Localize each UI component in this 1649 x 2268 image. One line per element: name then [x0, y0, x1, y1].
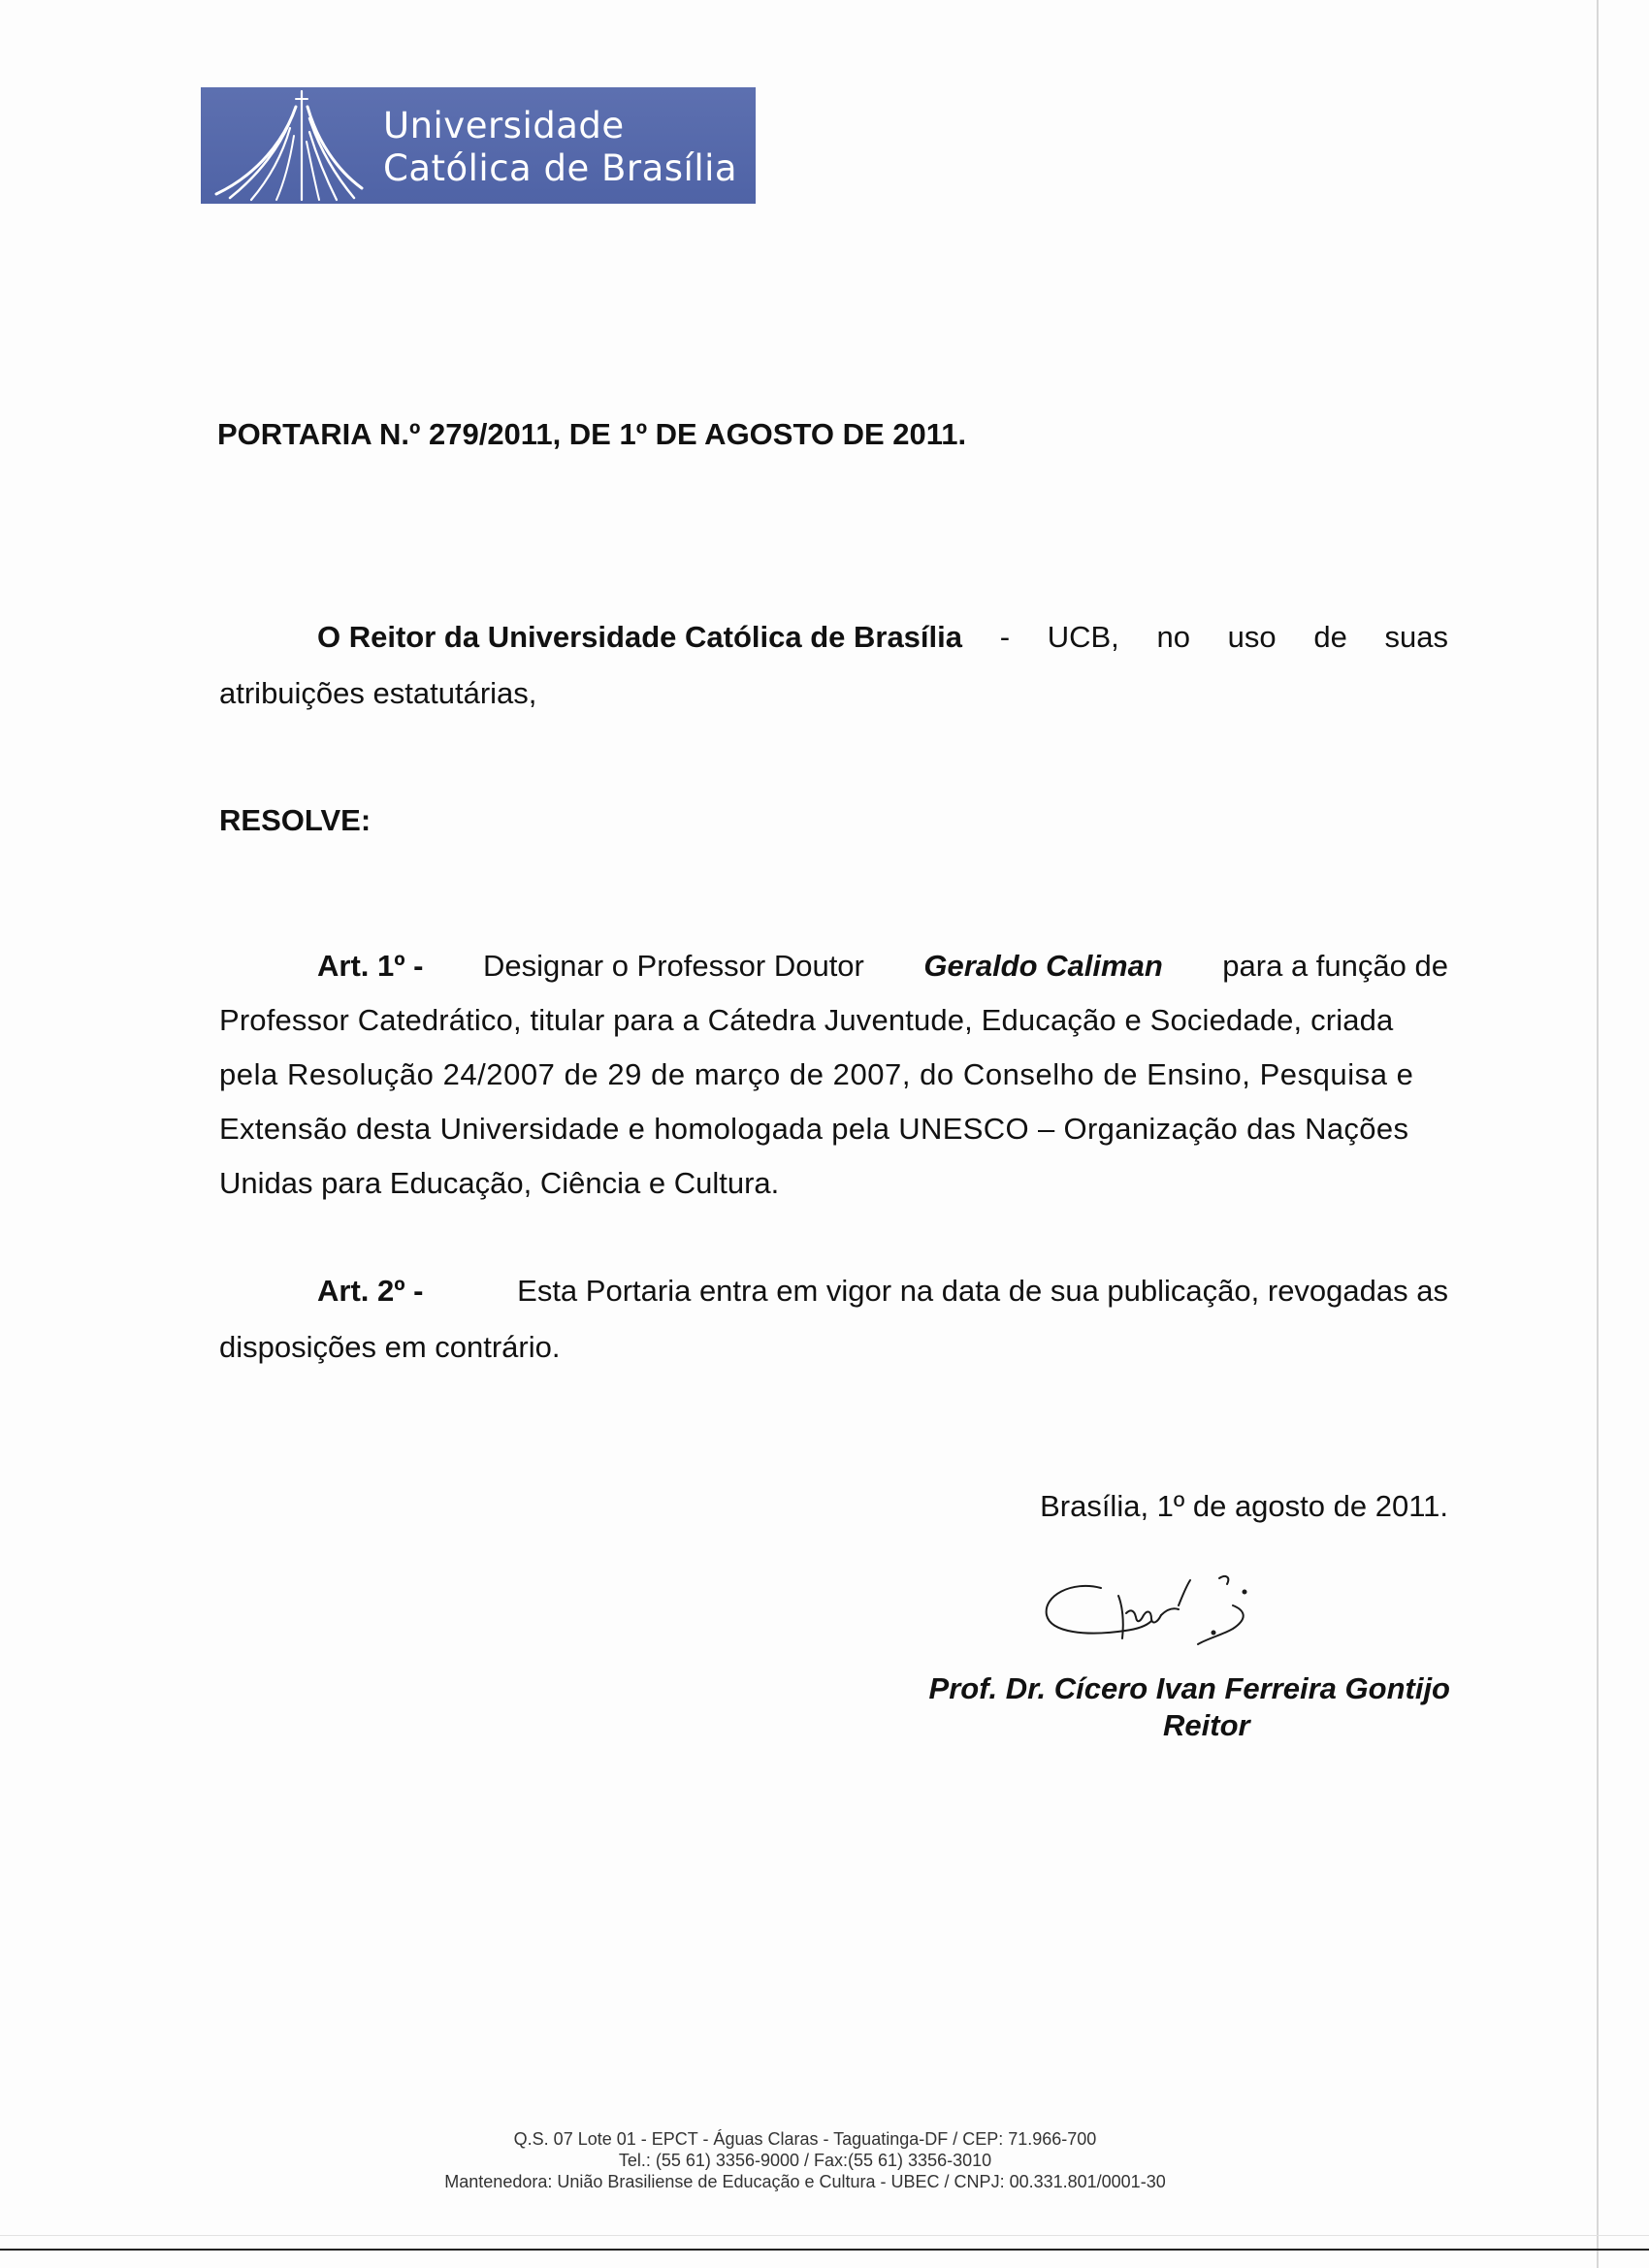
- scan-edge-bottom-light: [0, 2235, 1649, 2236]
- article2-label: Art. 2º -: [317, 1274, 424, 1308]
- preamble-bold: O Reitor da Universidade Católica de Brasília: [317, 620, 963, 654]
- preamble-word: -: [999, 620, 1011, 654]
- scan-edge-bottom: [0, 2249, 1649, 2251]
- scan-edge-right: [1597, 0, 1599, 2268]
- logo-text-line2: Católica de Brasília: [383, 147, 738, 189]
- logo-text-line1: Universidade: [383, 105, 625, 146]
- handwritten-signature-icon: [1033, 1567, 1314, 1683]
- preamble-word: de: [1313, 620, 1347, 654]
- footer-line2: Tel.: (55 61) 3356-9000 / Fax:(55 61) 3356-3010: [618, 2151, 992, 2170]
- article1-line5: Unidas para Educação, Ciência e Cultura.: [219, 1166, 780, 1200]
- footer-address: [0, 2128, 1610, 2192]
- signer-role: Reitor: [1163, 1708, 1250, 1742]
- article1-line4: Extensão desta Universidade e homologada pela UNESCO – Organização das Nações: [219, 1112, 1409, 1146]
- resolve-label: RESOLVE:: [219, 803, 372, 837]
- preamble-word: no: [1156, 620, 1190, 654]
- preamble-word: uso: [1227, 620, 1277, 654]
- article1-line2: Professor Catedrático, titular para a Cátedra Juventude, Educação e Sociedade, criada: [219, 1003, 1394, 1037]
- university-logo: [201, 87, 756, 204]
- article1-line3: pela Resolução 24/2007 de 29 de março de 2007, do Conselho de Ensino, Pesquisa e: [219, 1057, 1414, 1091]
- article2-line1-text: Esta Portaria entra em vigor na data de sua publicação, revogadas as: [517, 1274, 1448, 1308]
- preamble-line1: [317, 620, 1448, 655]
- footer-line3: Mantenedora: União Brasiliense de Educação e Cultura - UBEC / CNPJ: 00.331.801/0001-30: [444, 2172, 1166, 2191]
- preamble-word: suas: [1384, 620, 1448, 654]
- signer-name: Prof. Dr. Cícero Ivan Ferreira Gontijo: [928, 1671, 1450, 1705]
- article1-line1-after: para a função de: [1222, 949, 1448, 983]
- article2-line1: [317, 1274, 1448, 1309]
- footer-line1: Q.S. 07 Lote 01 - EPCT - Águas Claras - Taguatinga-DF / CEP: 71.966-700: [513, 2129, 1097, 2149]
- preamble-line2: atribuições estatutárias,: [219, 676, 537, 710]
- article1-label: Art. 1º -: [317, 949, 424, 983]
- place-date: Brasília, 1º de agosto de 2011.: [1040, 1489, 1448, 1523]
- cathedral-logo-icon: [209, 87, 364, 204]
- article2-line2: disposições em contrário.: [219, 1330, 561, 1364]
- document-title: PORTARIA N.º 279/2011, DE 1º DE AGOSTO DE 2011.: [217, 417, 967, 451]
- preamble-word: UCB,: [1047, 620, 1119, 654]
- article1-line1-before: Designar o Professor Doutor: [483, 949, 864, 983]
- article1-line1: [317, 949, 1448, 984]
- professor-name: Geraldo Caliman: [923, 949, 1163, 983]
